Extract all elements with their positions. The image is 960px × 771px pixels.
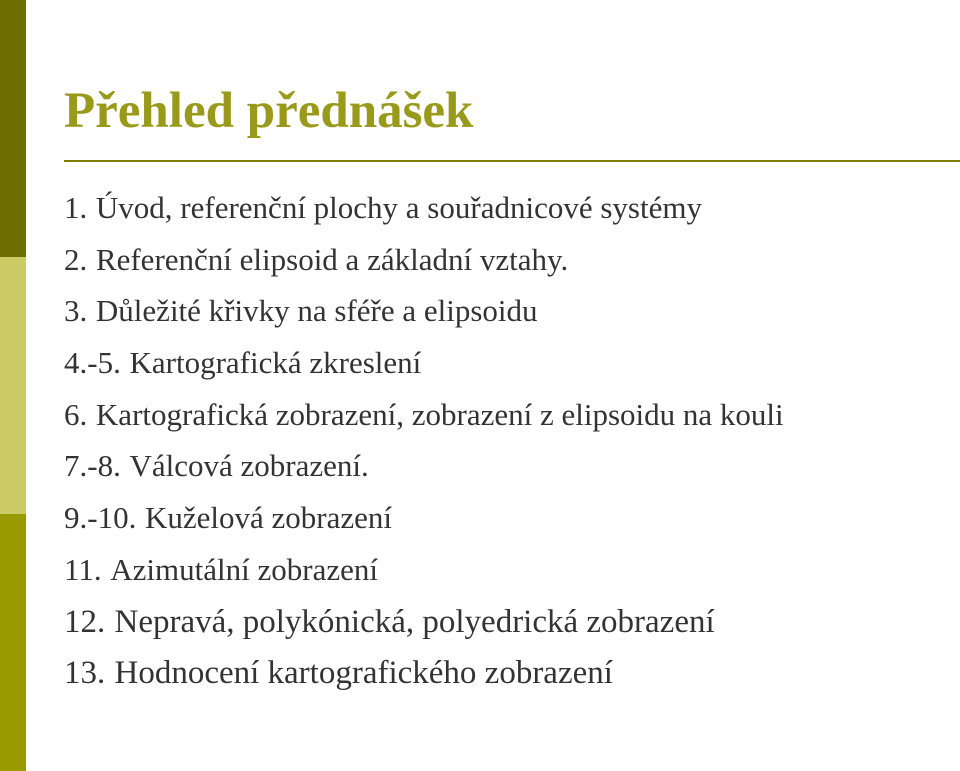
list-item [64, 444, 784, 496]
item-text: Azimutální zobrazení [110, 551, 378, 587]
list-item [64, 600, 784, 652]
item-text: Kuželová zobrazení [145, 500, 393, 536]
list-item [64, 651, 784, 703]
item-number: 9.-10. [64, 500, 137, 536]
item-number: 6. [64, 396, 88, 432]
item-text: Kartografická zobrazení, zobrazení z elipsoidu na kouli [95, 396, 784, 432]
side-stripe-bottom [0, 514, 26, 771]
list-item [64, 496, 784, 548]
side-stripe-middle [0, 257, 26, 514]
item-text: Důležité křivky na sféře a elipsoidu [95, 293, 538, 329]
item-text: Válcová zobrazení. [129, 448, 369, 484]
item-number: 7.-8. [64, 448, 121, 484]
item-number: 3. [64, 293, 88, 329]
item-text: Kartografická zkreslení [129, 345, 422, 381]
item-text: Hodnocení kartografického zobrazení [114, 655, 613, 692]
slide-title: Přehled přednášek [64, 83, 474, 139]
item-number: 2. [64, 241, 88, 277]
list-item [64, 548, 784, 600]
list-item [64, 393, 784, 445]
item-number: 4.-5. [64, 345, 121, 381]
list-item [64, 341, 784, 393]
item-number: 13. [64, 655, 106, 692]
title-divider [64, 160, 960, 162]
item-text: Referenční elipsoid a základní vztahy. [95, 241, 569, 277]
item-number: 1. [64, 190, 88, 225]
item-number: 11. [64, 551, 102, 587]
item-text: Úvod, referenční plochy a souřadnicové systémy [95, 190, 702, 225]
list-item [64, 289, 784, 341]
lecture-list [64, 186, 784, 703]
list-item [64, 186, 784, 238]
list-item [64, 238, 784, 290]
item-number: 12. [64, 603, 106, 640]
item-text: Nepravá, polykónická, polyedrická zobrazení [114, 603, 715, 640]
side-stripe-top [0, 0, 26, 257]
